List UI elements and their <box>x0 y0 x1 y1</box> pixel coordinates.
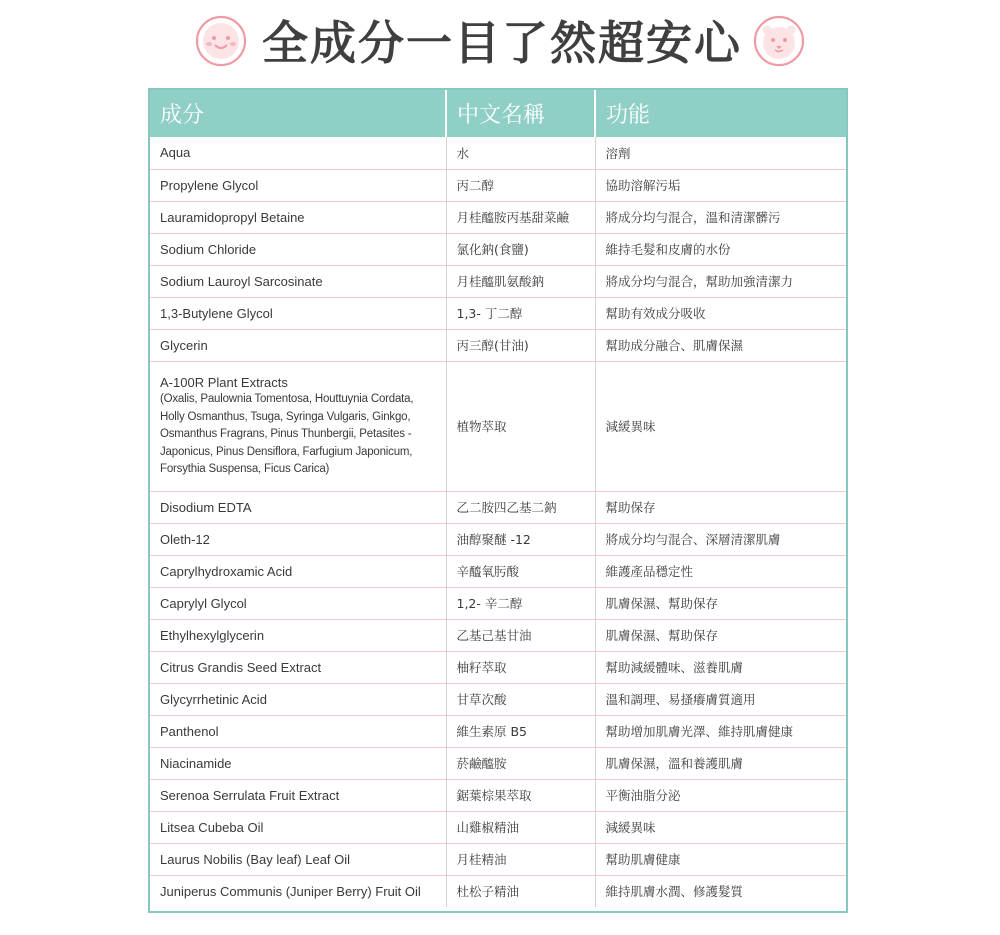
ingredient-inci: Caprylyl Glycol <box>150 587 446 619</box>
table-row <box>150 843 846 875</box>
table-row <box>150 619 846 651</box>
ingredient-chinese-name: 乙基己基甘油 <box>446 619 595 651</box>
ingredient-inci: Aqua <box>150 137 446 169</box>
plant-extract-line: (Oxalis, Paulownia Tomentosa, Houttuynia Cordata, <box>160 393 414 405</box>
table-row <box>150 169 846 201</box>
ingredient-function: 幫助增加肌膚光澤、維持肌膚健康 <box>595 715 846 747</box>
table-row <box>150 875 846 907</box>
ingredient-function: 將成分均勻混合，溫和清潔髒污 <box>595 201 846 233</box>
ingredient-inci: Lauramidopropyl Betaine <box>150 201 446 233</box>
ingredient-chinese-name: 1,3- 丁二醇 <box>446 297 595 329</box>
ingredient-chinese-name: 月桂醯胺丙基甜菜鹼 <box>446 201 595 233</box>
ingredient-function: 減緩異味 <box>595 811 846 843</box>
table-row <box>150 491 846 523</box>
ingredient-chinese-name: 氯化鈉(食鹽) <box>446 233 595 265</box>
ingredient-chinese-name: 杜松子精油 <box>446 875 595 907</box>
ingredient-function: 幫助減緩體味、滋養肌膚 <box>595 651 846 683</box>
ingredient-chinese-name: 乙二胺四乙基二鈉 <box>446 491 595 523</box>
ingredient-chinese-name: 柚籽萃取 <box>446 651 595 683</box>
ingredient-inci-cell <box>150 361 446 491</box>
ingredient-inci: Glycyrrhetinic Acid <box>150 683 446 715</box>
ingredient-inci: Panthenol <box>150 715 446 747</box>
ingredient-function: 溫和調理、易搔癢膚質適用 <box>595 683 846 715</box>
ingredient-inci: Ethylhexylglycerin <box>150 619 446 651</box>
ingredient-function: 肌膚保濕、幫助保存 <box>595 587 846 619</box>
ingredient-function: 幫助肌膚健康 <box>595 843 846 875</box>
ingredient-function: 平衡油脂分泌 <box>595 779 846 811</box>
ingredient-function: 協助溶解污垢 <box>595 169 846 201</box>
ingredient-chinese-name: 水 <box>446 137 595 169</box>
ingredient-chinese-name: 維生素原 B5 <box>446 715 595 747</box>
ingredient-inci: Laurus Nobilis (Bay leaf) Leaf Oil <box>150 843 446 875</box>
ingredient-chinese-name: 菸鹼醯胺 <box>446 747 595 779</box>
column-header-ingredient: 成分 <box>150 90 446 137</box>
plant-extract-line: Holly Osmanthus, Tsuga, Syringa Vulgaris, Ginkgo, <box>160 410 411 423</box>
column-header-function: 功能 <box>595 90 846 137</box>
ingredient-chinese-name: 月桂精油 <box>446 843 595 875</box>
ingredient-inci: A-100R Plant Extracts <box>160 374 288 390</box>
ingredient-chinese-name: 鋸葉棕果萃取 <box>446 779 595 811</box>
table-row <box>150 779 846 811</box>
table-row <box>150 329 846 361</box>
ingredient-chinese-name: 油醇聚醚 -12 <box>446 523 595 555</box>
ingredient-chinese-name: 植物萃取 <box>446 361 595 491</box>
ingredient-chinese-name: 丙三醇(甘油) <box>446 329 595 361</box>
table-row <box>150 811 846 843</box>
ingredient-chinese-name: 月桂醯肌氨酸鈉 <box>446 265 595 297</box>
plant-extract-line: Japonicus, Pinus Densiflora, Farfugium Japonicum, <box>160 445 413 458</box>
ingredient-function: 將成分均勻混合、深層清潔肌膚 <box>595 523 846 555</box>
ingredient-inci: Disodium EDTA <box>150 491 446 523</box>
table-row <box>150 523 846 555</box>
page-title: 全成分一目了然超安心 <box>262 16 742 70</box>
ingredient-inci: Litsea Cubeba Oil <box>150 811 446 843</box>
ingredient-function: 幫助保存 <box>595 491 846 523</box>
table-row <box>150 651 846 683</box>
ingredient-chinese-name: 甘草次酸 <box>446 683 595 715</box>
ingredient-inci: 1,3-Butylene Glycol <box>150 297 446 329</box>
smiling-face-icon <box>194 14 248 68</box>
ingredient-inci: Sodium Chloride <box>150 233 446 265</box>
ingredient-function: 幫助成分融合、肌膚保濕 <box>595 329 846 361</box>
table-row <box>150 297 846 329</box>
table-row <box>150 555 846 587</box>
table-row <box>150 715 846 747</box>
table-header-row <box>150 90 846 137</box>
ingredient-inci: Propylene Glycol <box>150 169 446 201</box>
table-row <box>150 201 846 233</box>
table-row <box>150 137 846 169</box>
ingredient-table <box>148 88 848 913</box>
ingredient-function: 維護產品穩定性 <box>595 555 846 587</box>
table-row <box>150 683 846 715</box>
ingredient-chinese-name: 丙二醇 <box>446 169 595 201</box>
ingredient-inci: Glycerin <box>150 329 446 361</box>
column-header-chinese-name: 中文名稱 <box>446 90 595 137</box>
ingredient-function: 肌膚保濕、幫助保存 <box>595 619 846 651</box>
plant-extract-line: Osmanthus Fragrans, Pinus Thunbergii, Petasites - <box>160 428 412 440</box>
table-row <box>150 587 846 619</box>
table-row <box>150 747 846 779</box>
ingredient-inci: Juniperus Communis (Juniper Berry) Fruit Oil <box>160 883 421 899</box>
ingredient-function: 將成分均勻混合，幫助加強清潔力 <box>595 265 846 297</box>
table-row <box>150 361 846 491</box>
ingredient-inci: Sodium Lauroyl Sarcosinate <box>150 265 446 297</box>
table-row <box>150 233 846 265</box>
ingredient-chinese-name: 山雞椒精油 <box>446 811 595 843</box>
ingredient-function: 維持毛髮和皮膚的水份 <box>595 233 846 265</box>
ingredient-function: 幫助有效成分吸收 <box>595 297 846 329</box>
plant-extract-line: Forsythia Suspensa, Ficus Carica) <box>160 463 330 475</box>
ingredient-inci: Citrus Grandis Seed Extract <box>150 651 446 683</box>
bear-face-icon <box>752 14 806 68</box>
ingredient-chinese-name: 1,2- 辛二醇 <box>446 587 595 619</box>
table-row <box>150 265 846 297</box>
ingredient-inci: Serenoa Serrulata Fruit Extract <box>150 779 446 811</box>
ingredient-inci: Niacinamide <box>150 747 446 779</box>
ingredient-function: 溶劑 <box>595 137 846 169</box>
ingredient-inci: Oleth-12 <box>150 523 446 555</box>
ingredient-inci: Caprylhydroxamic Acid <box>150 555 446 587</box>
ingredient-chinese-name: 辛醯氧肟酸 <box>446 555 595 587</box>
ingredient-function: 肌膚保濕，溫和養護肌膚 <box>595 747 846 779</box>
ingredient-function: 減緩異味 <box>595 361 846 491</box>
ingredient-function: 維持肌膚水潤、修護髮質 <box>595 875 846 907</box>
header <box>0 8 1000 80</box>
